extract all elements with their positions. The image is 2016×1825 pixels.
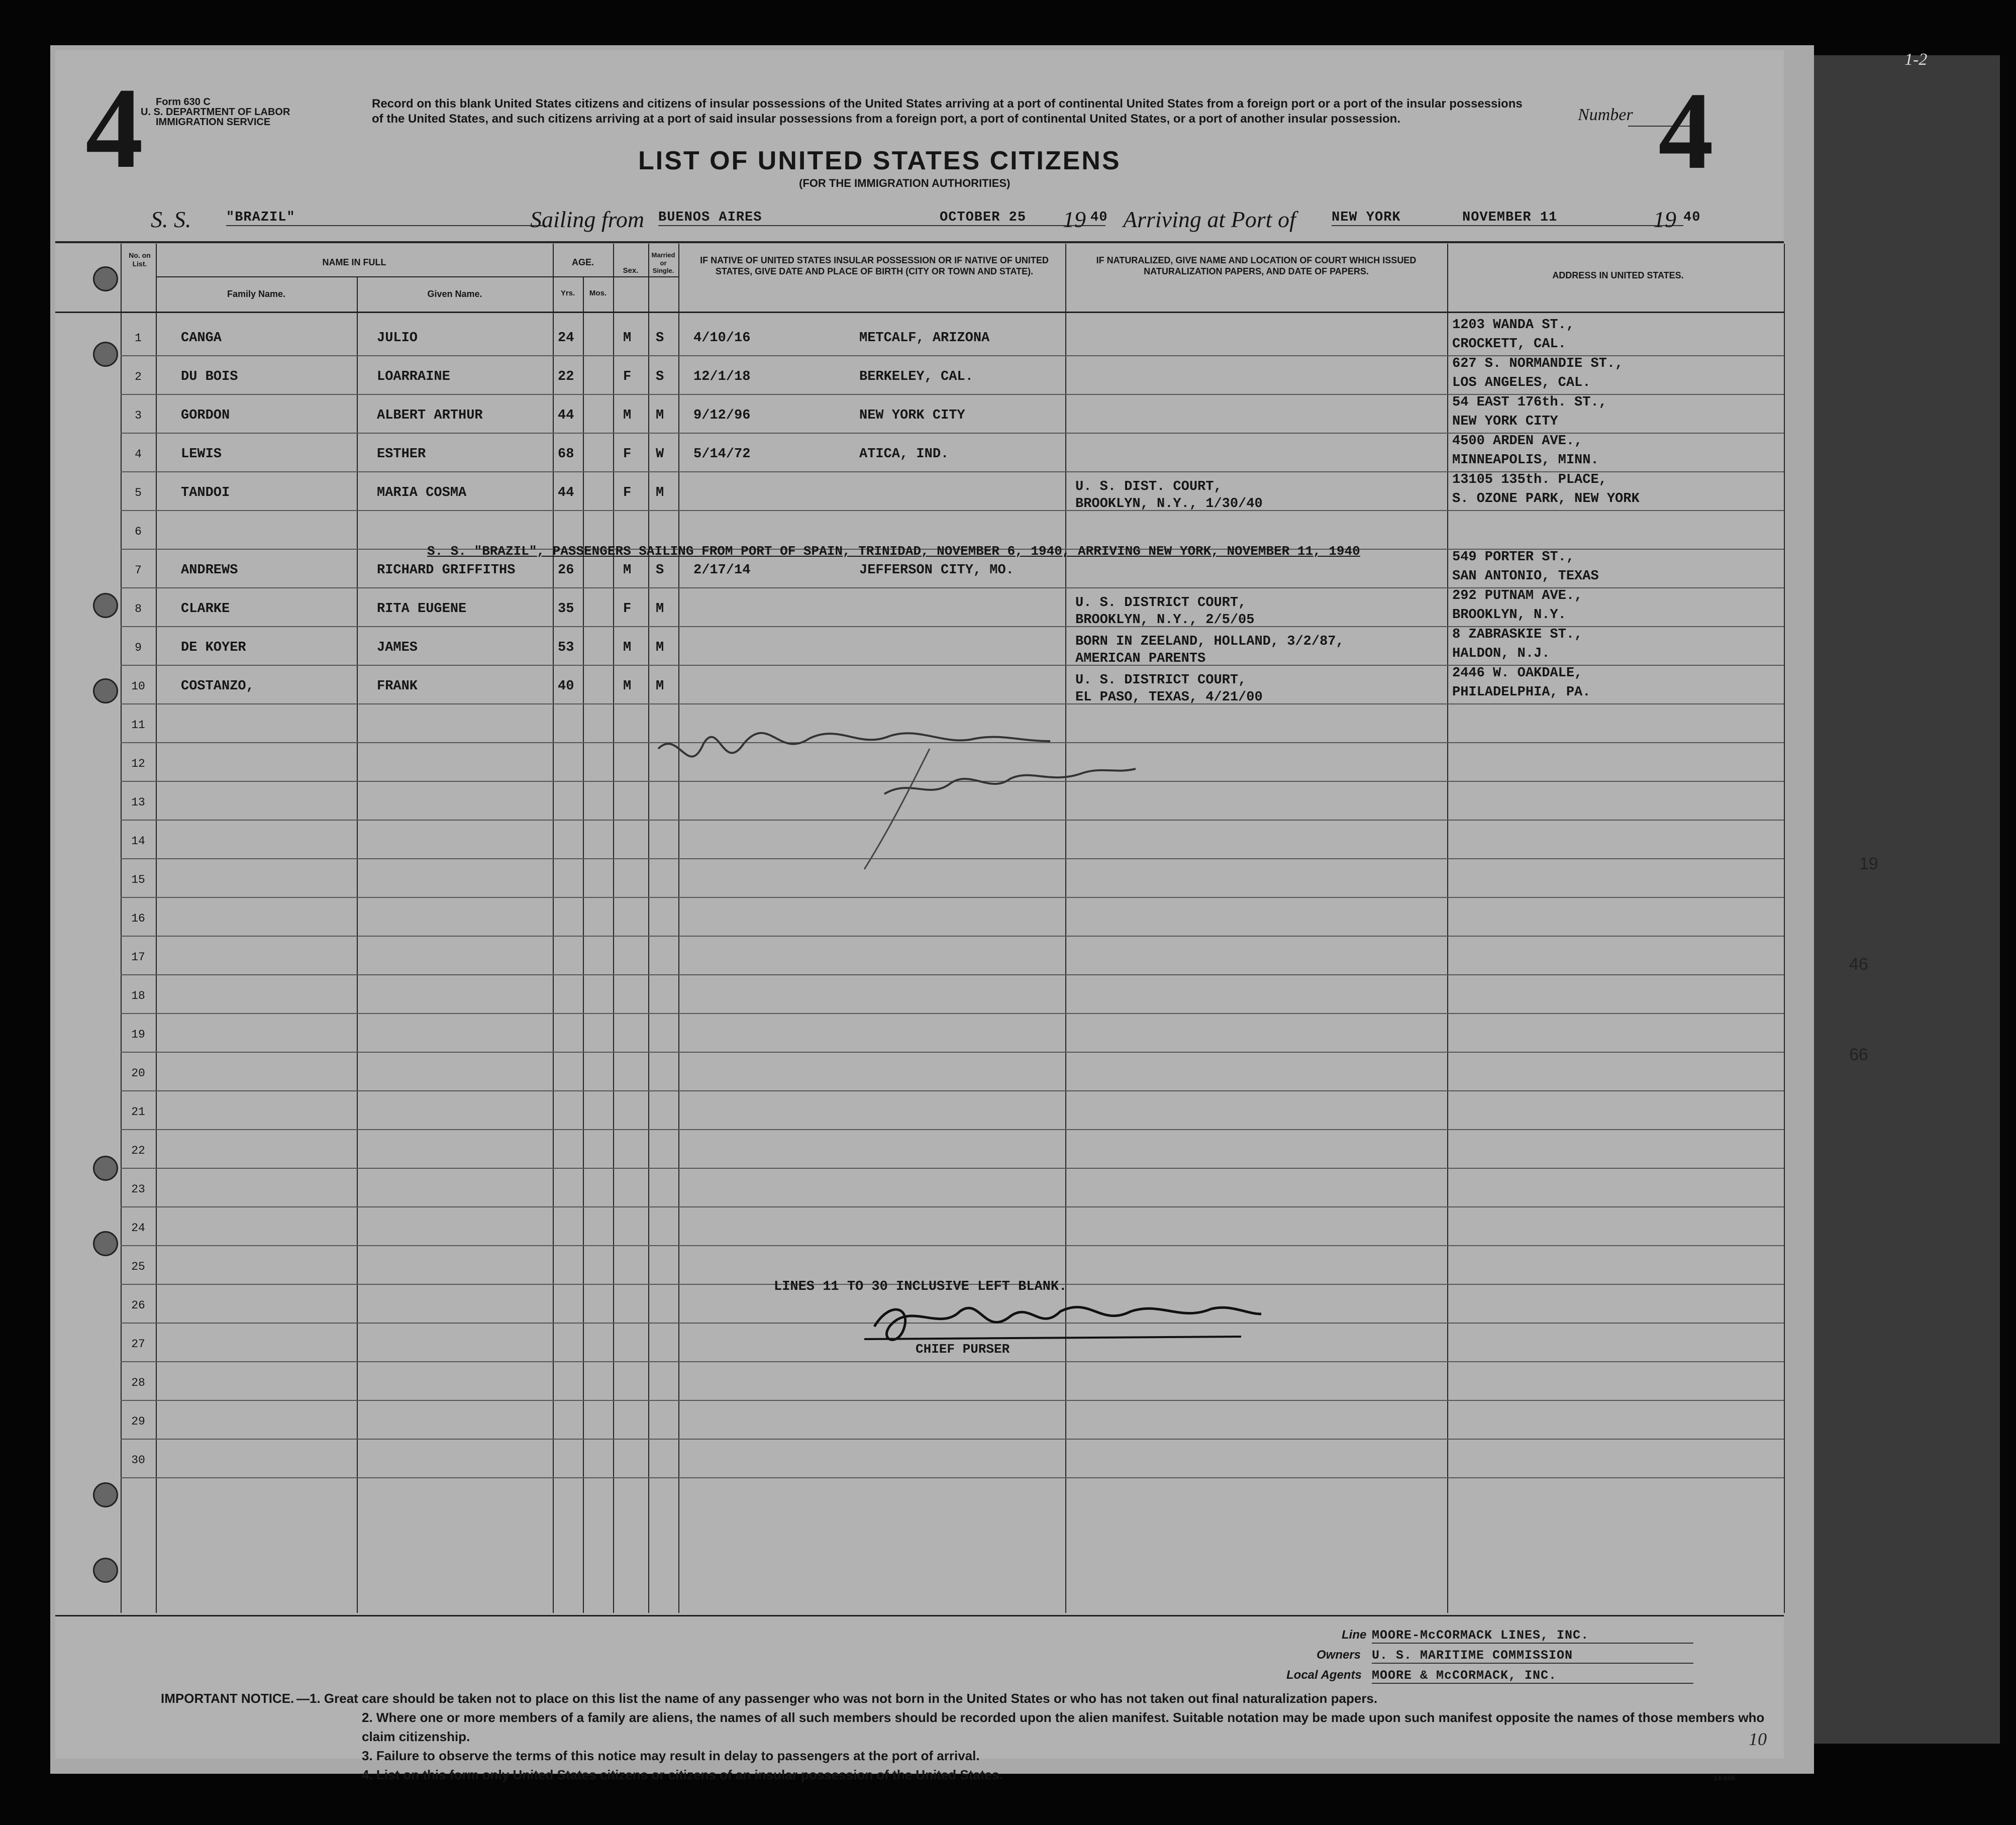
row-number: 12 xyxy=(131,757,145,770)
cell-given: RICHARD GRIFFITHS xyxy=(377,563,516,578)
col-rule xyxy=(553,244,554,1613)
row-number: 1 xyxy=(135,332,142,345)
cell-sex: M xyxy=(623,563,632,578)
row6-note: S. S. "BRAZIL", PASSENGERS SAILING FROM PORT OF SPAIN, TRINIDAD, NOVEMBER 6, 1940, ARRIVING NEW YORK, NOVEMBER 11, 1940 xyxy=(427,544,1360,559)
cell-family: GORDON xyxy=(181,408,230,423)
cell-addr2: MINNEAPOLIS, MINN. xyxy=(1452,453,1599,468)
row-number: 30 xyxy=(131,1454,145,1467)
depart-year-prefix: 19 xyxy=(1063,207,1086,232)
cell-given: JAMES xyxy=(377,640,418,655)
row-number: 26 xyxy=(131,1299,145,1312)
sheet-number-right: 4 xyxy=(1658,69,1713,192)
line-label: Line xyxy=(1342,1628,1367,1642)
cell-sex: M xyxy=(623,679,632,694)
col-naturalized: IF NATURALIZED, GIVE NAME AND LOCATION OF COURT WHICH ISSUED NATURALIZATION PAPERS, AND DATE OF PAPERS. xyxy=(1096,255,1417,276)
instructions: Record on this blank United States citizens and citizens of insular possessions of the United States arriving at a port of continental United States from a foreign port or a port of the insular possessions of the United States, and such citizens arriving at a port of said insular possessions from a foreign port, a port of continental United States, or a port of another insular possession. xyxy=(372,97,1523,126)
cell-family: DU BOIS xyxy=(181,369,238,384)
cell-nat1: U. S. DISTRICT COURT, xyxy=(1075,595,1247,611)
arrival-port: NEW YORK xyxy=(1332,210,1683,226)
owners-label: Owners xyxy=(1317,1648,1361,1662)
row-number: 18 xyxy=(131,989,145,1002)
row-rule xyxy=(121,1400,1784,1401)
cell-bdate: 12/1/18 xyxy=(693,369,751,384)
cell-addr2: SAN ANTONIO, TEXAS xyxy=(1452,569,1599,584)
cell-sex: F xyxy=(623,601,632,617)
cell-bplace: BERKELEY, CAL. xyxy=(859,369,973,384)
handwritten-signature xyxy=(648,719,1171,879)
cell-family: TANDOI xyxy=(181,485,230,500)
side-mark-2: 46 xyxy=(1849,955,1868,974)
cell-sex: M xyxy=(623,331,632,346)
row-number: 29 xyxy=(131,1415,145,1428)
cell-addr1: 549 PORTER ST., xyxy=(1452,550,1575,565)
col-mos: Mos. xyxy=(589,289,607,297)
cell-addr1: 292 PUTNAM AVE., xyxy=(1452,588,1583,603)
col-rule xyxy=(583,276,584,1613)
col-rule xyxy=(1065,244,1066,1613)
row-rule xyxy=(121,1168,1784,1169)
cell-nat2: AMERICAN PARENTS xyxy=(1075,651,1206,666)
col-rule xyxy=(648,244,649,1613)
cell-nat1: BORN IN ZEELAND, HOLLAND, 3/2/87, xyxy=(1075,634,1344,649)
row-number: 22 xyxy=(131,1144,145,1157)
row-number: 6 xyxy=(135,525,142,538)
cell-sex: F xyxy=(623,447,632,462)
cell-addr2: HALDON, N.J. xyxy=(1452,646,1550,661)
service: IMMIGRATION SERVICE xyxy=(156,117,271,128)
cell-age: 35 xyxy=(558,601,574,617)
cell-family: COSTANZO, xyxy=(181,679,254,694)
notice-3: 3. Failure to observe the terms of this notice may result in delay to passengers at the port of arrival. xyxy=(362,1748,980,1763)
cell-ms: W xyxy=(656,447,664,462)
owners-value: U. S. MARITIME COMMISSION xyxy=(1372,1648,1693,1664)
notice-title: IMPORTANT NOTICE. xyxy=(161,1691,294,1706)
col-rule xyxy=(613,244,614,1613)
cell-sex: F xyxy=(623,369,632,384)
cell-addr2: S. OZONE PARK, NEW YORK xyxy=(1452,491,1640,506)
cell-bdate: 4/10/16 xyxy=(693,331,751,346)
arrival-year-prefix: 19 xyxy=(1653,207,1676,232)
cell-bplace: JEFFERSON CITY, MO. xyxy=(859,563,1014,578)
col-married: Married or Single. xyxy=(651,251,675,275)
col-family-name: Family Name. xyxy=(227,289,286,299)
col-birth: IF NATIVE OF UNITED STATES INSULAR POSSESSION OR IF NATIVE OF UNITED STATES, GIVE DATE AND PLACE OF BIRTH (CITY OR TOWN AND STATE). xyxy=(700,255,1049,276)
cell-ms: S xyxy=(656,369,664,384)
cell-age: 26 xyxy=(558,563,574,578)
col-name-in-full: NAME IN FULL xyxy=(322,257,386,267)
cell-nat2: EL PASO, TEXAS, 4/21/00 xyxy=(1075,690,1263,705)
cell-ms: M xyxy=(656,485,664,500)
sheet-number-left: 4 xyxy=(85,64,143,192)
cell-family: CANGA xyxy=(181,331,222,346)
cell-age: 22 xyxy=(558,369,574,384)
row-number: 28 xyxy=(131,1376,145,1389)
page-title: LIST OF UNITED STATES CITIZENS xyxy=(638,146,1121,175)
row-number: 9 xyxy=(135,641,142,654)
cell-addr2: NEW YORK CITY xyxy=(1452,414,1558,429)
cell-family: ANDREWS xyxy=(181,563,238,578)
chief-purser-label: CHIEF PURSER xyxy=(916,1342,1010,1357)
cell-addr2: BROOKLYN, N.Y. xyxy=(1452,607,1566,623)
cell-nat1: U. S. DIST. COURT, xyxy=(1075,479,1222,494)
col-sex: Sex. xyxy=(623,266,639,275)
agents-label: Local Agents xyxy=(1286,1668,1362,1682)
row-rule xyxy=(121,1477,1784,1478)
cell-given: FRANK xyxy=(377,679,418,694)
row-rule xyxy=(121,703,1784,704)
form-id: Form 630 C xyxy=(156,96,211,108)
row-number: 15 xyxy=(131,873,145,886)
row-number: 10 xyxy=(131,680,145,693)
cell-nat2: BROOKLYN, N.Y., 2/5/05 xyxy=(1075,613,1255,628)
row-rule xyxy=(121,974,1784,975)
row-rule xyxy=(121,1439,1784,1440)
notice-1: —1. Great care should be taken not to place on this list the name of any passenger who was not born in the United States or who has not taken out final naturalization papers. xyxy=(296,1691,1378,1706)
cell-family: CLARKE xyxy=(181,601,230,617)
cell-age: 40 xyxy=(558,679,574,694)
row-rule xyxy=(121,1129,1784,1130)
cell-addr1: 1203 WANDA ST., xyxy=(1452,318,1575,333)
row-number: 21 xyxy=(131,1105,145,1119)
cell-given: JULIO xyxy=(377,331,418,346)
row-number: 23 xyxy=(131,1183,145,1196)
row-rule xyxy=(121,897,1784,898)
cell-given: RITA EUGENE xyxy=(377,601,467,617)
cell-addr1: 4500 ARDEN AVE., xyxy=(1452,434,1583,449)
row-number: 13 xyxy=(131,796,145,809)
cell-ms: S xyxy=(656,331,664,346)
row-rule xyxy=(121,1052,1784,1053)
row-number: 11 xyxy=(131,719,145,732)
binder-hole xyxy=(93,593,118,618)
notice-2: 2. Where one or more members of a family are aliens, the names of all such members should be recorded upon the alien manifest. Suitable notation may be made upon such manifest opposite the names of those members who claim citizenship. xyxy=(362,1710,1765,1744)
number-label: Number xyxy=(1578,106,1633,124)
cell-sex: M xyxy=(623,640,632,655)
arriving-label: Arriving at Port of xyxy=(1123,207,1296,232)
binder-hole xyxy=(93,1156,118,1181)
ship-name: "BRAZIL" xyxy=(226,210,543,226)
binder-hole xyxy=(93,1482,118,1507)
row-number: 14 xyxy=(131,835,145,848)
print-code: 14-606 xyxy=(1713,1774,1736,1782)
cell-given: MARIA COSMA xyxy=(377,485,467,500)
depart-date: OCTOBER 25 xyxy=(940,210,1105,226)
cell-age: 68 xyxy=(558,447,574,462)
cell-sex: F xyxy=(623,485,632,500)
row-number: 5 xyxy=(135,486,142,499)
cell-given: LOARRAINE xyxy=(377,369,450,384)
row-number: 24 xyxy=(131,1222,145,1235)
depart-year: 40 xyxy=(1090,210,1108,225)
col-address: ADDRESS IN UNITED STATES. xyxy=(1552,270,1684,280)
row-rule xyxy=(121,1090,1784,1091)
agents-value: MOORE & McCORMACK, INC. xyxy=(1372,1668,1693,1684)
row-number: 27 xyxy=(131,1338,145,1351)
cell-age: 44 xyxy=(558,408,574,423)
row-number: 3 xyxy=(135,409,142,422)
corner-note: 1-2 xyxy=(1904,50,1928,69)
cell-bplace: METCALF, ARIZONA xyxy=(859,331,990,346)
cell-sex: M xyxy=(623,408,632,423)
arrival-year: 40 xyxy=(1683,210,1701,225)
row-number: 2 xyxy=(135,370,142,383)
col-age: AGE. xyxy=(571,257,594,267)
cell-addr2: LOS ANGELES, CAL. xyxy=(1452,375,1591,390)
row-rule xyxy=(121,510,1784,511)
cell-bdate: 2/17/14 xyxy=(693,563,751,578)
binder-hole xyxy=(93,1558,118,1583)
col-rule xyxy=(1784,244,1785,1613)
header-bottom-rule xyxy=(55,312,1784,313)
cell-given: ALBERT ARTHUR xyxy=(377,408,483,423)
ss-label: S. S. xyxy=(151,207,191,232)
page-subtitle: (FOR THE IMMIGRATION AUTHORITIES) xyxy=(799,177,1011,189)
binder-hole xyxy=(93,678,118,703)
cell-bplace: NEW YORK CITY xyxy=(859,408,965,423)
row-number: 20 xyxy=(131,1067,145,1080)
cell-bdate: 9/12/96 xyxy=(693,408,751,423)
col-rule xyxy=(357,276,358,1613)
cell-addr1: 2446 W. OAKDALE, xyxy=(1452,666,1583,681)
cell-age: 24 xyxy=(558,331,574,346)
header-rule xyxy=(156,276,678,277)
cell-ms: M xyxy=(656,640,664,655)
row-rule xyxy=(121,1206,1784,1207)
cell-family: DE KOYER xyxy=(181,640,246,655)
col-rule xyxy=(678,244,679,1613)
col-given-name: Given Name. xyxy=(427,289,482,299)
cell-nat2: BROOKLYN, N.Y., 1/30/40 xyxy=(1075,496,1263,512)
cell-addr1: 54 EAST 176th. ST., xyxy=(1452,395,1607,410)
side-mark-3: 66 xyxy=(1849,1045,1868,1064)
col-rule xyxy=(121,244,122,1613)
cell-bplace: ATICA, IND. xyxy=(859,447,949,462)
cell-bdate: 5/14/72 xyxy=(693,447,751,462)
col-rule xyxy=(156,244,157,1613)
binder-hole xyxy=(93,342,118,367)
manifest-sheet xyxy=(55,50,1784,1782)
row-number: 4 xyxy=(135,448,142,461)
cell-ms: S xyxy=(656,563,664,578)
cell-addr1: 627 S. NORMANDIE ST., xyxy=(1452,356,1624,371)
notice-4: 4. List on this form only United States citizens or citizens of an insular possession of the United States. xyxy=(362,1767,1003,1782)
cell-ms: M xyxy=(656,408,664,423)
row-number: 19 xyxy=(131,1028,145,1041)
from-port: BUENOS AIRES xyxy=(658,210,960,226)
binder-hole xyxy=(93,266,118,291)
side-mark-1: 19 xyxy=(1859,854,1878,873)
cell-given: ESTHER xyxy=(377,447,426,462)
row-number: 7 xyxy=(135,564,142,577)
row-number: 16 xyxy=(131,912,145,925)
cell-family: LEWIS xyxy=(181,447,222,462)
row-rule xyxy=(121,936,1784,937)
binder-hole xyxy=(93,1231,118,1256)
row-number: 17 xyxy=(131,951,145,964)
cell-age: 53 xyxy=(558,640,574,655)
cell-age: 44 xyxy=(558,485,574,500)
row-rule xyxy=(121,1245,1784,1246)
cell-addr2: PHILADELPHIA, PA. xyxy=(1452,685,1591,700)
row-number: 8 xyxy=(135,602,142,616)
row-rule xyxy=(121,1361,1784,1362)
cell-ms: M xyxy=(656,601,664,617)
row-rule xyxy=(121,1013,1784,1014)
cell-addr1: 13105 135th. PLACE, xyxy=(1452,472,1607,487)
col-rule xyxy=(1447,244,1448,1613)
page-note: 10 xyxy=(1749,1729,1767,1749)
department: U. S. DEPARTMENT OF LABOR xyxy=(141,107,290,118)
cell-addr2: CROCKETT, CAL. xyxy=(1452,337,1566,352)
sailing-label: Sailing from xyxy=(530,207,645,232)
arrival-date: NOVEMBER 11 xyxy=(1462,210,1558,225)
cell-nat1: U. S. DISTRICT COURT, xyxy=(1075,673,1247,688)
col-yrs: Yrs. xyxy=(560,289,575,297)
cell-ms: M xyxy=(656,679,664,694)
line-value: MOORE-McCORMACK LINES, INC. xyxy=(1372,1628,1693,1644)
col-no: No. on List. xyxy=(129,251,151,268)
row-number: 25 xyxy=(131,1260,145,1273)
blank-lines-note: LINES 11 TO 30 INCLUSIVE LEFT BLANK. xyxy=(774,1279,1067,1294)
cell-addr1: 8 ZABRASKIE ST., xyxy=(1452,627,1583,642)
